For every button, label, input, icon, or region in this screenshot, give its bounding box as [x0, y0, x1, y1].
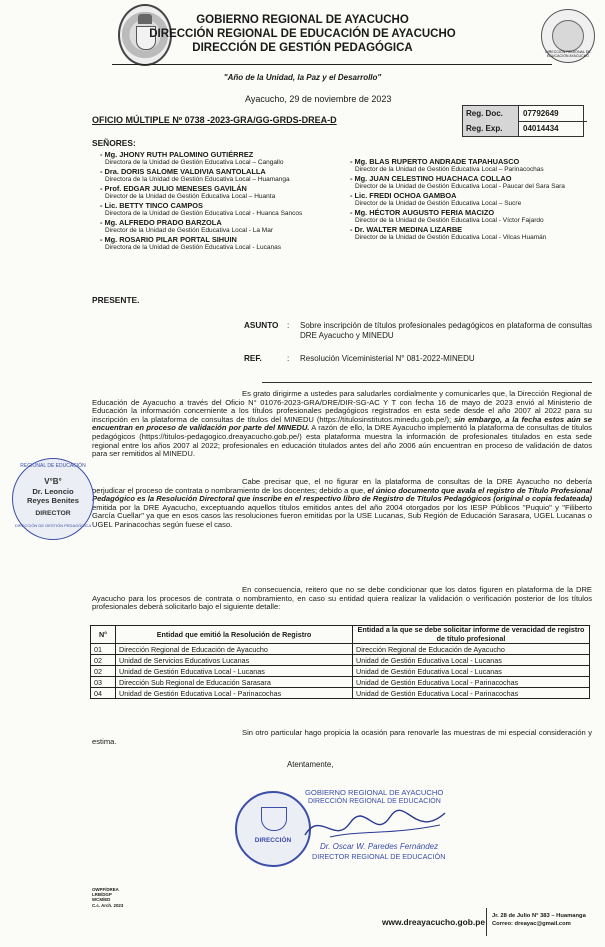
- closing-text: Sin otro particular hago propicia la ocasión para renovarle las muestras de mi especial consideración y estima.: [92, 728, 592, 746]
- reg-doc-label: Reg. Doc.: [463, 106, 519, 122]
- header-line3: DIRECCIÓN DE GESTIÓN PEDAGÓGICA: [192, 42, 413, 54]
- table-cell: Unidad de Gestión Educativa Local - Lucanas: [116, 666, 353, 677]
- table-cell: Unidad de Gestión Educativa Local - Lucanas: [353, 666, 590, 677]
- table-cell: Unidad de Gestión Educativa Local - Parinacochas: [353, 677, 590, 688]
- table-cell: 04: [91, 688, 116, 699]
- table-cell: Dirección Regional de Educación de Ayacucho: [353, 644, 590, 655]
- footer-code: C.c. Arch. 2023: [92, 902, 124, 908]
- vb-stamp-ring-text: REGIONAL DE EDUCACIÓN: [20, 463, 86, 469]
- header-line1: GOBIERNO REGIONAL DE AYACUCHO: [196, 14, 409, 26]
- ref-text: Resolución Viceministerial N° 081-2022-MINEDU: [300, 354, 475, 363]
- recipient-name: - Lic. BETTY TINCO CAMPOS: [100, 201, 203, 210]
- signer-title: DIRECTOR REGIONAL DE EDUCACIÓN: [312, 852, 446, 861]
- table-cell: 01: [91, 644, 116, 655]
- right-seal-text: DIRECCIÓN REGIONAL DE EDUCACIÓN AYACUCHO: [545, 50, 591, 58]
- recipient-role: Director de la Unidad de Gestión Educativa Local - Víctor Fajardo: [355, 217, 544, 225]
- table-row: [91, 688, 590, 699]
- paragraph-2-emphasis: el único documento que avala el registro de Título Profesional Pedagógico es la Resolución Directoral que inscribe en el respectivo libro de Registro de Títulos Pedagógicos (original o copia fedateada): [92, 485, 592, 504]
- ref-colon: :: [287, 354, 290, 363]
- table-header: Entidad a la que se debe solicitar informe de veracidad de registro de título profesional: [353, 626, 590, 644]
- footer-email[interactable]: Correo: dreayac@gmail.com: [492, 921, 571, 927]
- table-cell: Dirección Sub Regional de Educación Sarasara: [116, 677, 353, 688]
- recipient-role: Directora de la Unidad de Gestión Educativa Local - Huanca Sancos: [105, 210, 303, 218]
- table-header: N°: [91, 626, 116, 644]
- recipient-role: Director de la Unidad de Gestión Educativa Local – Huanta: [105, 193, 276, 201]
- sig-stamp-top2: DIRECCIÓN REGIONAL DE EDUCACIÓN: [308, 798, 441, 805]
- seal-word: DIRECCIÓN: [254, 837, 292, 844]
- signature-scribble: [300, 805, 450, 845]
- vb-mark: V°B°: [44, 477, 62, 486]
- registry-table: [90, 625, 590, 699]
- table-cell: Unidad de Gestión Educativa Local - Parinacochas: [116, 688, 353, 699]
- footer-contact: [492, 912, 586, 928]
- recipient-name: - Mg. JHONY RUTH PALOMINO GUTIÉRREZ: [100, 150, 254, 159]
- paragraph-2-text: Cabe precisar que, el no figurar en la plataforma de consultas de la DRE Ayacucho no debería perjudicar el proceso de contrata o nombramiento de los docentes; debido a que,: [92, 477, 592, 495]
- paragraph-2: [92, 478, 592, 530]
- asunto-colon: :: [287, 321, 290, 330]
- footer-codes: [92, 887, 123, 908]
- ref-label: REF.: [244, 354, 262, 363]
- recipient-role: Director de la Unidad de Gestión Educativa Local - Paucar del Sara Sara: [355, 183, 565, 191]
- vb-name-line2: Reyes Benites: [27, 496, 79, 505]
- vb-title: DIRECTOR: [35, 510, 71, 517]
- website-link[interactable]: www.dreayacucho.gob.pe: [382, 917, 486, 927]
- reg-doc-value: 07792649: [519, 106, 587, 122]
- table-row: [91, 666, 590, 677]
- table-row: [91, 655, 590, 666]
- table-cell: Unidad de Servicios Educativos Lucanas: [116, 655, 353, 666]
- recipient-role: Director de la Unidad de Gestión Educativa Local - La Mar: [105, 227, 274, 235]
- signer-name: Dr. Oscar W. Paredes Fernández: [320, 842, 439, 851]
- footer-divider: [486, 908, 487, 936]
- footer-code: OWPF/DREA: [92, 887, 119, 892]
- paragraph-2-text-cont: emitida por la DRE Ayacucho, exceptuando aquellos títulos emitidos antes del año 2004 otorgados por los IESP Públicos "Puquio" y "Filiberto García Cuellar" ya que en esos casos las resoluciones fueron emitidas por la USE Lucanas, Sub Región de Educación Sarasara, UGEL Lucanas o UGEL Parinacochas según fuese el caso.: [92, 502, 592, 529]
- reg-exp-label: Reg. Exp.: [463, 121, 519, 136]
- paragraph-1: [92, 390, 592, 459]
- recipient-name: - Mg. HÉCTOR AUGUSTO FERIA MACIZO: [350, 208, 495, 217]
- table-cell: Dirección Regional de Educación de Ayacucho: [116, 644, 353, 655]
- table-cell: 02: [91, 666, 116, 677]
- table-cell: 02: [91, 655, 116, 666]
- senores-label: SEÑORES:: [92, 138, 136, 148]
- ref-rule: [262, 382, 592, 383]
- oficio-number: OFICIO MÚLTIPLE Nº 0738 -2023-GRA/GG-GRDS-DREA-D: [92, 115, 337, 125]
- table-row: [91, 677, 590, 688]
- table-header: Entidad que emitió la Resolución de Registro: [116, 626, 353, 644]
- paragraph-3: En consecuencia, reitero que no se debe condicionar que los datos figuren en plataforma de la DRE Ayacucho para los procesos de contrata o nombramiento, en caso su entidad quiera realizar la validación o verificación posterior de los títulos profesionales deberá solicitarlo bajo el siguiente detalle:: [92, 585, 592, 612]
- recipient-role: Director de la Unidad de Gestión Educativa Local - Vilcas Huamán: [355, 234, 547, 242]
- reg-exp-value: 04014434: [523, 124, 559, 133]
- recipient-role: Directora de la Unidad de Gestión Educativa Local – Huamanga: [105, 176, 290, 184]
- table-cell: Unidad de Gestión Educativa Local - Lucanas: [353, 655, 590, 666]
- sig-stamp-top: GOBIERNO REGIONAL DE AYACUCHO: [305, 788, 444, 797]
- table-row: [91, 644, 590, 655]
- date: Ayacucho, 29 de noviembre de 2023: [245, 94, 392, 104]
- recipient-name: - Mg. ALFREDO PRADO BARZOLA: [100, 218, 222, 227]
- paragraph-1-text-cont: A razón de ello, la DRE Ayacucho implementó la plataforma de consultas de títulos pedagógicos (https://titulos-pedagogico.dreayacucho.gob.pe/) esta plataforma muestra la información de profesionales titulados en esta sede regional entre los años 2007 al 2022; profesionales en educación titulados antes del año 2006 aún encuentran en proceso de validación de datos para ser remitidos al MINEDU.: [92, 423, 592, 459]
- table-header-row: [91, 626, 590, 644]
- paragraph-1-text: Es grato dirigirme a ustedes para saludarles cordialmente y comunicarles que, la Dirección Regional de Educación de Ayacucho a través del Oficio N° 01076-2023-GRA/DRE/DIR-SG-AC Y T con fecha 16 de mayo de 2023 envió al Ministerio de Educación la información concerniente a los títulos profesionales pedagógicos registrados en esta sede desde el año 2007 al 2022 para su inscripción en la plataforma de consultas de títulos del MINEDU (https://titulosinstitutos.minedu.gob.pe/);: [92, 389, 592, 424]
- registry-box: [462, 105, 584, 137]
- header-line2: DIRECCIÓN REGIONAL DE EDUCACIÓN DE AYACUCHO: [149, 28, 456, 40]
- header-rule: [112, 64, 552, 65]
- paragraph-1-emphasis: sin embargo, a la fecha estos aún se encuentran en proceso de validación por parte del MINEDU.: [92, 414, 592, 433]
- recipient-role: Directora de la Unidad de Gestión Educativa Local - Lucanas: [105, 244, 281, 252]
- vb-stamp-bottom-text: DIRECCIÓN DE GESTIÓN PEDAGÓGICA: [14, 523, 92, 528]
- recipient-name: - Mg. JUAN CELESTINO HUACHACA COLLAO: [350, 174, 512, 183]
- footer-code: LRB/DGP: [92, 892, 112, 898]
- table-cell: 03: [91, 677, 116, 688]
- recipient-role: Director de la Unidad de Gestión Educativa Local – Sucre: [355, 200, 522, 208]
- footer-code: WCM/ED: [92, 897, 111, 903]
- recipient-role: Director de la Unidad de Gestión Educativa Local – Parinacochas: [355, 166, 544, 174]
- recipient-role: Directora de la Unidad de Gestión Educativa Local – Cangallo: [105, 159, 284, 167]
- vb-stamp: [12, 458, 94, 540]
- recipient-name: - Prof. EDGAR JULIO MENESES GAVILÁN: [100, 184, 247, 193]
- atentamente: Atentamente,: [287, 760, 334, 769]
- presente-label: PRESENTE.: [92, 295, 140, 305]
- motto: "Año de la Unidad, la Paz y el Desarrollo": [223, 73, 382, 82]
- recipient-name: - Mg. BLAS RUPERTO ANDRADE TAPAHUASCO: [350, 157, 520, 166]
- table-cell: Unidad de Gestión Educativa Local - Parinacochas: [353, 688, 590, 699]
- asunto-text: Sobre inscripción de títulos profesionales pedagógicos en plataforma de consultas DRE Ayacucho y MINEDU: [300, 321, 592, 340]
- asunto-label: ASUNTO: [244, 321, 279, 330]
- vb-name-line1: Dr. Leoncio: [32, 487, 74, 496]
- recipient-name: - Dra. DORIS SALOME VALDIVIA SANTOLALLA: [100, 167, 266, 176]
- recipient-name: - Lic. FREDI OCHOA GAMBOA: [350, 191, 457, 200]
- footer-address: Jr. 28 de Julio N° 383 – Huamanga: [492, 913, 586, 919]
- recipient-name: - Dr. WALTER MEDINA LIZARBE: [350, 225, 463, 234]
- recipient-name: - Mg. ROSARIO PILAR PORTAL SIHUIN: [100, 235, 237, 244]
